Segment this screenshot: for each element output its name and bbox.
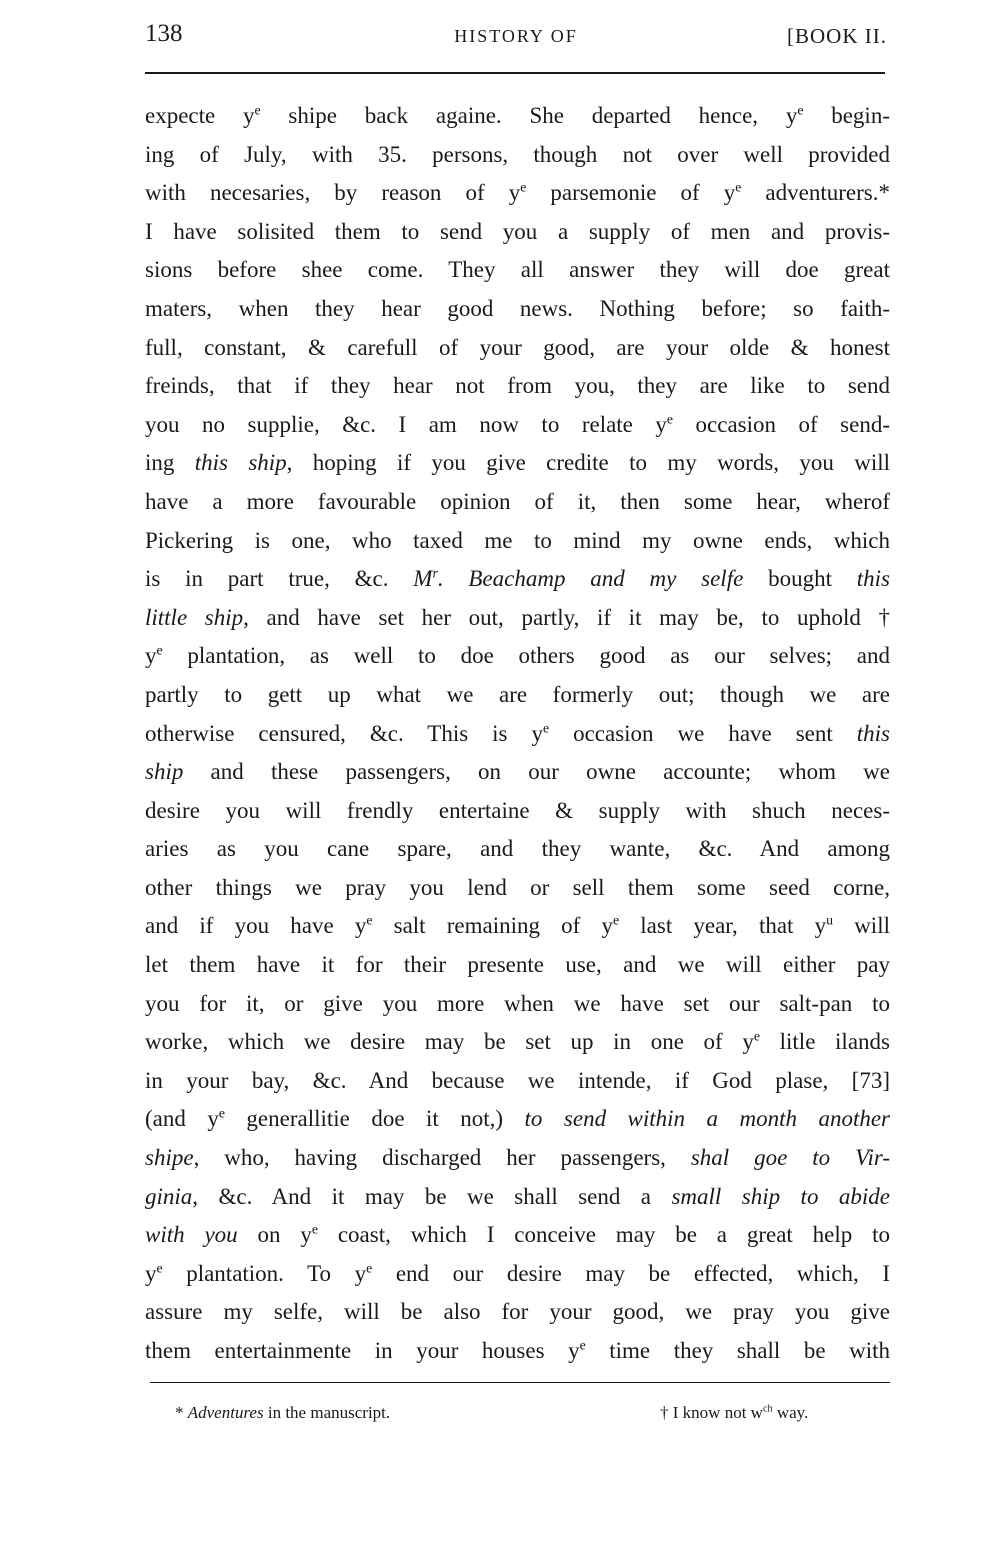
text-line: sions before shee come. They all answer they will doe great [145,257,890,283]
text-line: freinds, that if they hear not from you, they are like to send [145,373,890,399]
text-line: other things we pray you lend or sell them some seed corne, [145,874,890,900]
text-line: $y^e$ plantation. To $y^e$ end our desire may be effected, which, I [145,1260,890,1286]
text-line: I have solisited them to send you a supply of men and provis- [145,218,890,244]
text-line: ship and these passengers, on our owne accounte; whom we [145,759,890,785]
body-text [145,97,890,1371]
text-line: little ship, and have set her out, partly, if it may be, to uphold † [145,604,891,630]
text-line: desire you will frendly entertaine & supply with shuch neces- [145,797,890,823]
text-line: expecte $y^e$ shipe back againe. She departed hence, $y^e$ begin- [145,102,890,128]
text-line: is in part true, &c. $M^r$. Beachamp and my selfe bought this [145,565,890,592]
text-line: you no supplie, &c. I am now to relate $y^e$ occasion of send- [145,411,890,437]
text-line: assure my selfe, will be also for your good, we pray you give [145,1299,890,1325]
text-line: aries as you cane spare, and they wante, &c. And among [145,836,890,862]
text-line: with you on $y^e$ coast, which I conceive may be a great help to [145,1221,890,1248]
header-rule [145,72,885,74]
text-line: Pickering is one, who taxed me to mind my owne ends, which [145,527,890,553]
text-line: ing this ship, hoping if you give credite to my words, you will [145,450,891,476]
text-line: in your bay, &c. And because we intende, if God plase, [73] [145,1067,890,1093]
text-line: ginia, &c. And it may be we shall send a small ship to abide [145,1183,890,1209]
text-line: with necesaries, by reason of $y^e$ parsemonie of $y^e$ adventurers.* [145,179,890,206]
text-line: partly to gett up what we are formerly out; though we are [145,681,890,707]
footnote-2: † I know not $w^{ch}$ way. [660,1403,809,1422]
text-line: $y^e$ plantation, as well to doe others good as our selves; and [145,642,890,669]
text-line: and if you have $y^e$ salt remaining of $y^e$ last year, that $y^u$ will [145,912,890,939]
text-line: full, constant, & carefull of your good, are your olde & honest [145,334,890,360]
text-line: ing of July, with 35. persons, though not over well provided [145,141,890,167]
text-line: otherwise censured, &c. This is $y^e$ occasion we have sent this [145,719,890,746]
page-header [145,20,887,60]
text-line: (and $y^e$ generallitie doe it not,) to send within a month another [145,1105,890,1132]
text-line: you for it, or give you more when we have set our salt-pan to [145,990,890,1016]
text-line: them entertainmente in your houses $y^e$ time they shall be with [145,1337,890,1363]
text-line: maters, when they hear good news. Nothing before; so faith- [145,295,890,321]
running-title: HISTORY OF [454,26,578,46]
text-line: have a more favourable opinion of it, then some hear, wherof [145,488,890,514]
text-line: let them have it for their presente use, and we will either pay [145,952,890,978]
book-label: [BOOK II. [787,24,887,48]
text-line: shipe, who, having discharged her passengers, shal goe to Vir- [145,1145,890,1171]
text-line: worke, which we desire may be set up in one of $y^e$ litle ilands [145,1028,890,1055]
footnote-1: * Adventures in the manuscript. [175,1403,391,1422]
footnote-rule [150,1382,890,1383]
page-number: 138 [145,20,183,47]
